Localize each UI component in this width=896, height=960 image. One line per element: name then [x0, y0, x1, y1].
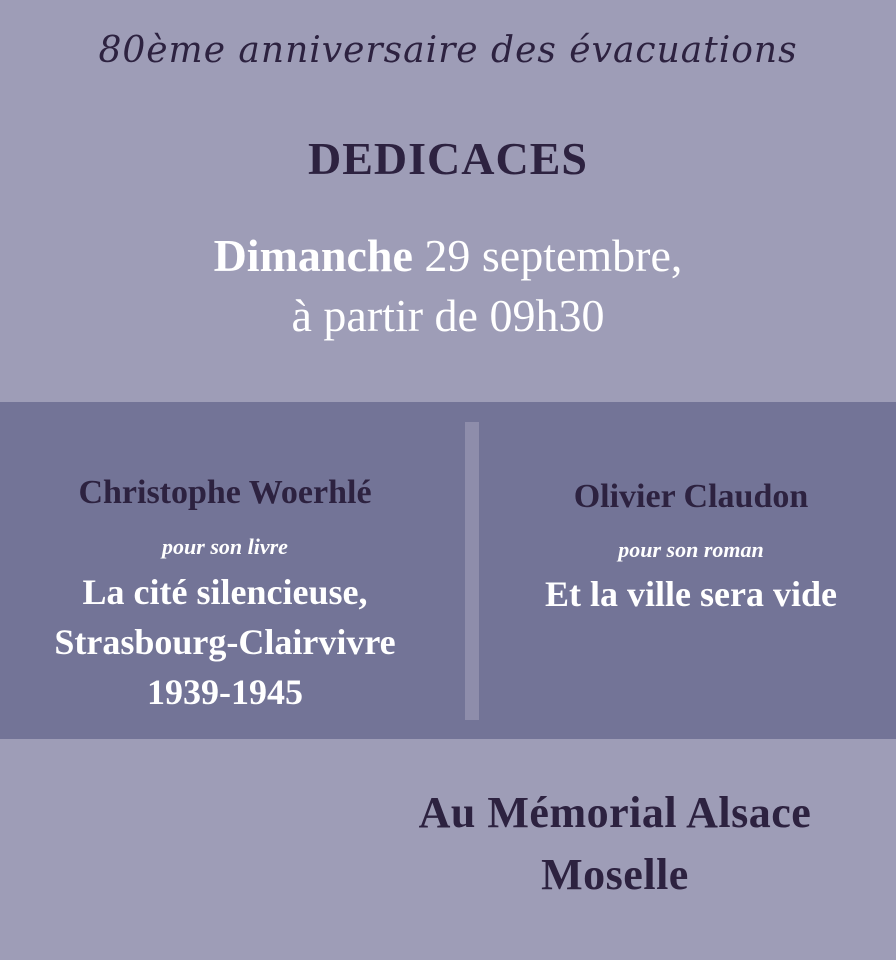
author-card-1	[0, 402, 450, 739]
venue-line: Au Mémorial Alsace	[418, 788, 812, 837]
author-name: Christophe Woerhlé	[78, 474, 372, 511]
book-title	[486, 569, 896, 619]
header-section	[0, 0, 896, 402]
book-title-line: Strasbourg-Clairvivre	[54, 622, 396, 662]
date-time: à partir de 09h30	[291, 290, 605, 341]
book-prefix: pour son roman	[618, 537, 764, 562]
book-title	[0, 567, 450, 717]
book-title-line: Et la ville sera vide	[545, 574, 837, 614]
date-day: Dimanche	[213, 230, 413, 281]
venue	[360, 782, 870, 906]
venue-line: Moselle	[541, 850, 689, 899]
author-card-2	[486, 402, 896, 739]
page-title: DEDICACES	[308, 133, 588, 184]
book-title-line: 1939-1945	[147, 672, 303, 712]
anniversary-subtitle: 80ème anniversaire des évacuations	[98, 30, 798, 71]
column-divider	[465, 422, 479, 720]
event-date	[0, 226, 896, 346]
authors-band	[0, 402, 896, 739]
author-name: Olivier Claudon	[573, 478, 809, 515]
book-title-line: La cité silencieuse,	[82, 572, 368, 612]
book-prefix: pour son livre	[162, 534, 288, 559]
date-rest: 29 septembre,	[412, 230, 683, 281]
